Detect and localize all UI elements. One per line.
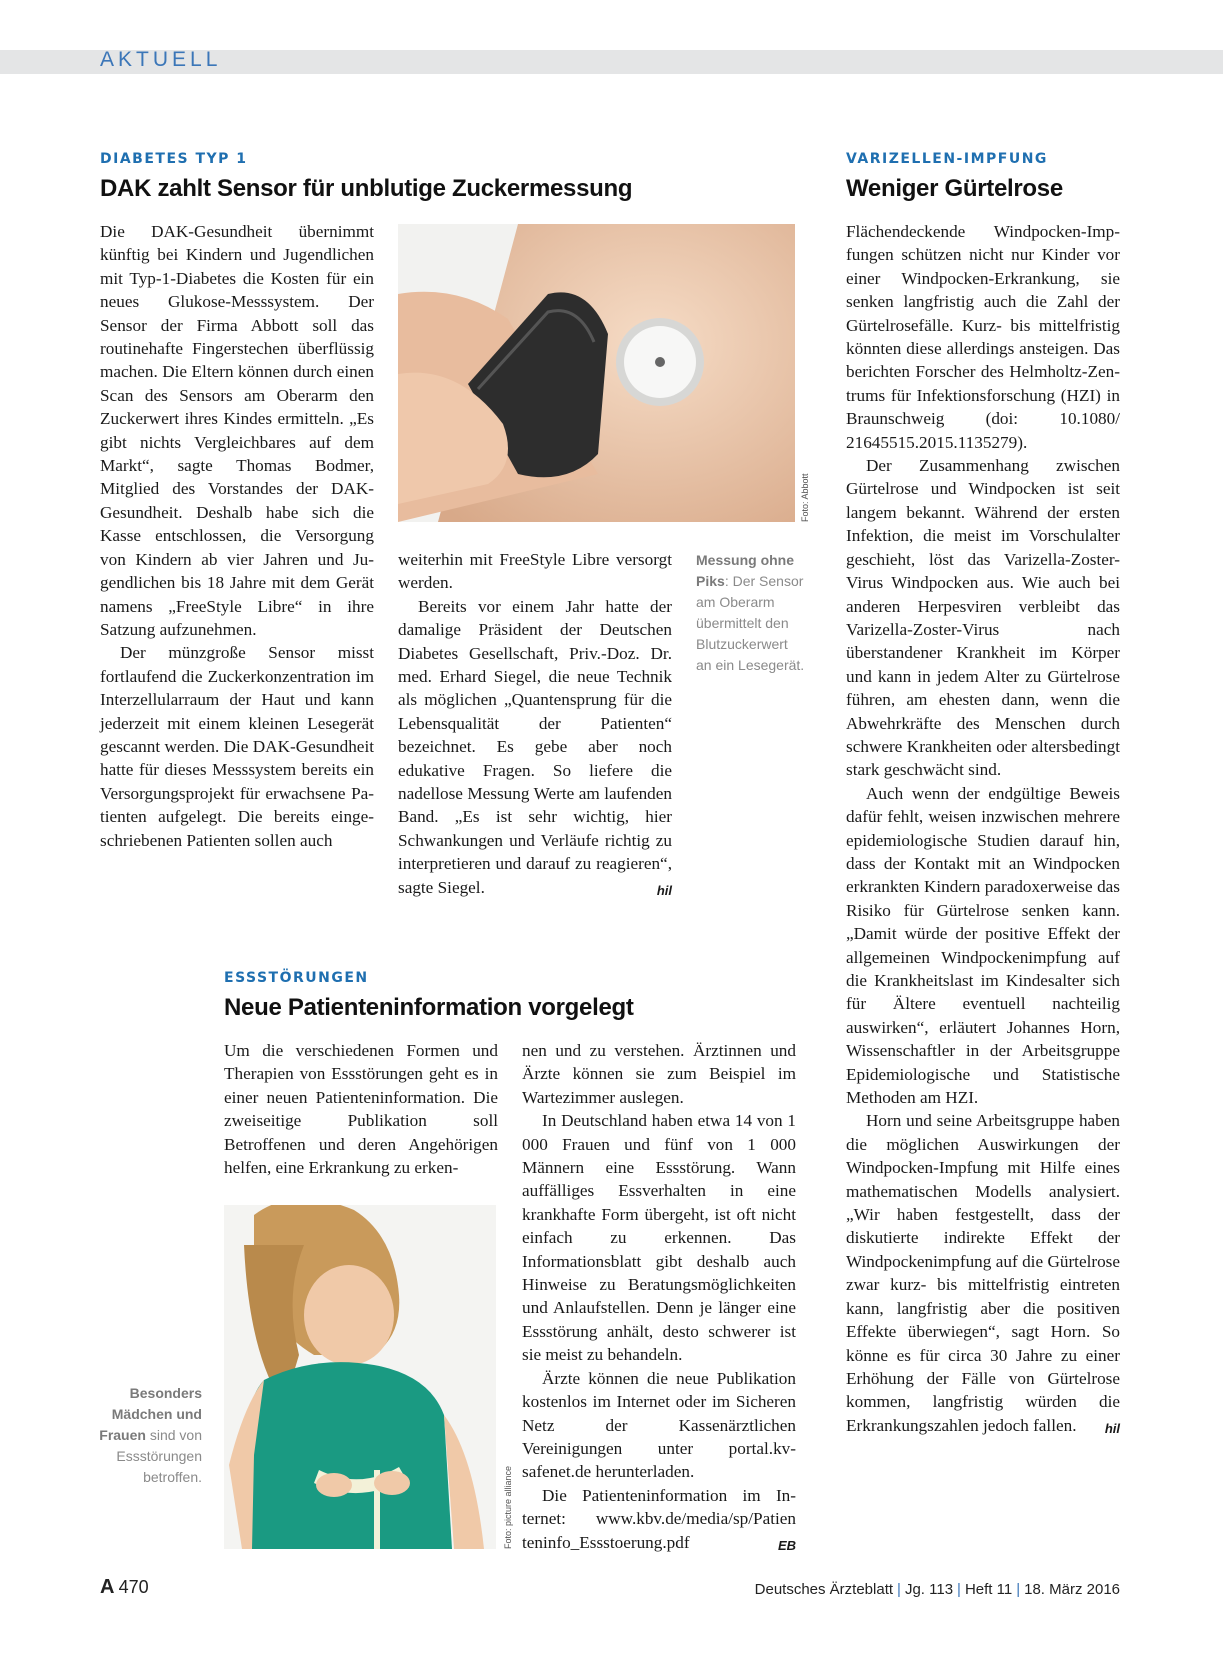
article3-headline: Neue Patienteninformation vorgelegt: [224, 994, 634, 1021]
article3-column-1: [224, 1039, 498, 1179]
girl-photo-illustration: [224, 1205, 496, 1549]
article1-caption-bold: Messung ohne Piks: [696, 552, 795, 589]
journal-name: Deutsches Ärzteblatt: [754, 1581, 894, 1598]
journal-volume: Jg. 113: [904, 1581, 954, 1598]
article1-caption: [696, 550, 806, 676]
article3-kicker: ESSSTÖRUNGEN: [224, 970, 369, 986]
page-number-value: 470: [118, 1577, 149, 1597]
article2-headline: Weniger Gürtelrose: [846, 175, 1063, 202]
journal-issue: Heft 11: [964, 1581, 1013, 1598]
article3-caption-bold: Besonders Mädchen und Frauen: [99, 1385, 202, 1443]
article2-paragraph: Flächendeckende Windpocken-Impfungen schützen nicht nur Kinder vor einer Windpocken-Erkrankung, sie senken langfristig auch die Zahl der Gürtelrosefälle. Kurz- bis mittelfristig könnten diese allerdings ansteigen. Das berichten Forscher des Helmholtz-Zentrums für Infektionsforschung (HZI) in Braunschweig (doi: 10.1080/ 21645515.2015.1135279).: [846, 222, 1120, 452]
article2-signature: hil: [1104, 1420, 1120, 1436]
article1-paragraph: [398, 595, 672, 899]
article3-paragraph: [522, 1484, 796, 1554]
article1-photo-credit: Foto: Abbott: [800, 473, 810, 522]
article3-column-2: [522, 1039, 796, 1557]
section-label: AKTUELL: [100, 48, 222, 71]
article1-paragraph: Der münzgroße Sensor misst fortlaufend die Zuckerkonzentration im Interzellularraum der Haut und kann jederzeit mit einem kleinen Lesegerät gescannt werden. Die DAK-Gesundheit hatte für dieses Messsystem bereits ein Versorgungsprojekt für erwachsene Patienten aufgelegt. Die bereits eingeschriebenen Patienten sollen auch: [100, 643, 374, 850]
article1-caption-text: : Der Sensor am Oberarm übermittelt den Blutzuckerwert an ein Lesegerät.: [696, 573, 805, 673]
article1-signature: hil: [656, 882, 672, 898]
article2-paragraph: Auch wenn der endgültige Beweis dafür fehlt, weisen inzwischen mehrere epidemiologische Studien darauf hin, dass der Kontakt mit an Windpocken erkrankten Kindern paradoxerweise das Risiko für Gürtelrose senken kann. „Damit würde der positive Effekt der allgemeinen Windpockenimpfung auf die Krankheitslast im Kindesalter sich für Ältere eventuell nachteilig auswirken“, erläutert Johannes Horn, Wissenschaftler in der Arbeitsgruppe Epidemiologische und Statistische Methoden am HZI.: [846, 783, 1120, 1108]
footer-citation: [755, 1581, 1120, 1598]
article1-paragraph-text: Bereits vor einem Jahr hatte der damalige Präsident der Deutschen Diabetes Gesellschaft, Priv.-Doz. Dr. med. Erhard Siegel, die neue Technik als möglichen „Quantensprung für die Lebensqualität der Patienten“ bezeichnet. Es gebe aber noch edukative Fragen. So liefere die nadellose Messung Werte am laufenden Band. „Es ist sehr wichtig, hier Schwankungen und Verläufe richtig zu interpretieren und darauf zu reagieren“, sagte Siegel.: [398, 596, 672, 897]
article3-caption: [96, 1383, 202, 1488]
article1-column-2: [398, 548, 672, 902]
page-number: [100, 1576, 149, 1599]
journal-date: 18. März 2016: [1024, 1581, 1120, 1598]
article2-kicker: VARIZELLEN-IMPFUNG: [846, 151, 1048, 167]
article1-headline: DAK zahlt Sensor für unblutige Zuckermessung: [100, 175, 633, 202]
article3-paragraph-text: Die Patienteninformation im Internet: www.kbv.de/media/sp/Patien teninfo_Essstoerung.pdf: [522, 1485, 796, 1552]
article1-paragraph: Die DAK-Gesundheit übernimmt künftig bei Kindern und Jugendlichen mit Typ-1-Diabetes die Kosten für ein neues Glukose-Messsystem. Der Sensor der Firma Abbott soll das routinehafte Fingerstechen überflüssig machen. Die Eltern können durch einen Scan des Sensors am Oberarm den Zuckerwert ihres Kindes ermitteln. „Es gibt nichts Vergleichbares auf dem Markt“, sagte Thomas Bodmer, Mitglied des Vorstandes der DAK-Gesundheit. Deshalb habe sich die Kasse entschlossen, die Versorgung von Kindern ab vier Jahren und Jugendlichen bis 18 Jahre mit dem Gerät namens „FreeStyle Libre“ in ihre Satzung aufzunehmen.: [100, 222, 374, 639]
girl-photo: [224, 1205, 496, 1549]
page-prefix: A: [100, 1576, 115, 1598]
article3-paragraph: nen und zu verstehen. Ärztinnen und Ärzte können sie zum Beispiel im Wartezimmer auslegen.: [522, 1041, 796, 1107]
article3-paragraph: Ärzte können die neue Publikation kostenlos im Internet oder im Sicheren Netz der Kassenärztlichen Vereinigungen unter portal.kvsafenet.de herunterladen.: [522, 1368, 796, 1482]
sensor-photo: [398, 224, 795, 522]
article1-kicker: DIABETES TYP 1: [100, 151, 248, 167]
article2-paragraph: Der Zusammenhang zwischen Gürtelrose und Windpocken ist seit langem bekannt. Während der ersten Infektion, die meist im Vorschulalter geschieht, löst das Varizella-Zoster-Virus Windpocken aus. Wie auch bei anderen Herpesviren verbleibt das Varizella-Zoster-Virus nach überstandener Krankheit im Körper und kann in jedem Alter zu Gürtelrose führen, am ehesten dann, wenn die Abwehrkräfte des Menschen durch schwere Krankheiten oder altersbedingt stark geschwächt sind.: [846, 456, 1120, 780]
article3-photo-credit: Foto: picture alliance: [503, 1465, 513, 1549]
separator: |: [897, 1581, 901, 1598]
article3-paragraph: In Deutschland haben etwa 14 von 1 000 Frauen und fünf von 1 000 Männern eine Essstörung. Wann auffälliges Essverhalten in eine krankhafte Form übergeht, ist oft nicht einfach zu erkennen. Das Informationsblatt gibt deshalb auch Hinweise zu Beratungsmöglichkeiten und Anlaufstellen. Denn je länger eine Essstörung anhält, desto schwerer ist sie meist zu behandeln.: [522, 1111, 796, 1365]
article3-signature: EB: [777, 1537, 796, 1553]
article3-paragraph: Um die verschiedenen Formen und Therapien von Essstörungen geht es in einer neuen Patienteninformation. Die zweiseitige Publikation soll Betroffenen und deren Angehörigen helfen, eine Erkrankung zu erken-: [224, 1041, 498, 1178]
article1-paragraph: weiterhin mit FreeStyle Libre versorgt werden.: [398, 550, 672, 593]
sensor-photo-illustration: [398, 224, 795, 522]
separator: |: [1016, 1581, 1021, 1598]
article2-column: [846, 220, 1120, 1440]
article2-paragraph: [846, 1109, 1120, 1437]
article3-caption-text: sind von Essstörungen betroffen.: [116, 1427, 202, 1485]
article1-column-1: [100, 220, 374, 852]
separator: |: [957, 1581, 961, 1598]
article2-paragraph-text: Horn und seine Arbeitsgruppe haben die möglichen Auswirkungen der Windpocken-Impfung mit Hilfe eines mathematischen Modells analysiert. „Wir haben festgestellt, dass der diskutierte indirekte Effekt der Windpockenimpfung auf die Gürtelrose zwar kurz- bis mittelfristig eintreten kann, langfristig aber die positiven Effekte überwiegen“, sagt Horn. So könne es für circa 30 Jahre zu einer Erhöhung der Fälle von Gürtelrose kommen, langfristig würden die Erkrankungszahlen jedoch fallen.: [846, 1111, 1120, 1435]
